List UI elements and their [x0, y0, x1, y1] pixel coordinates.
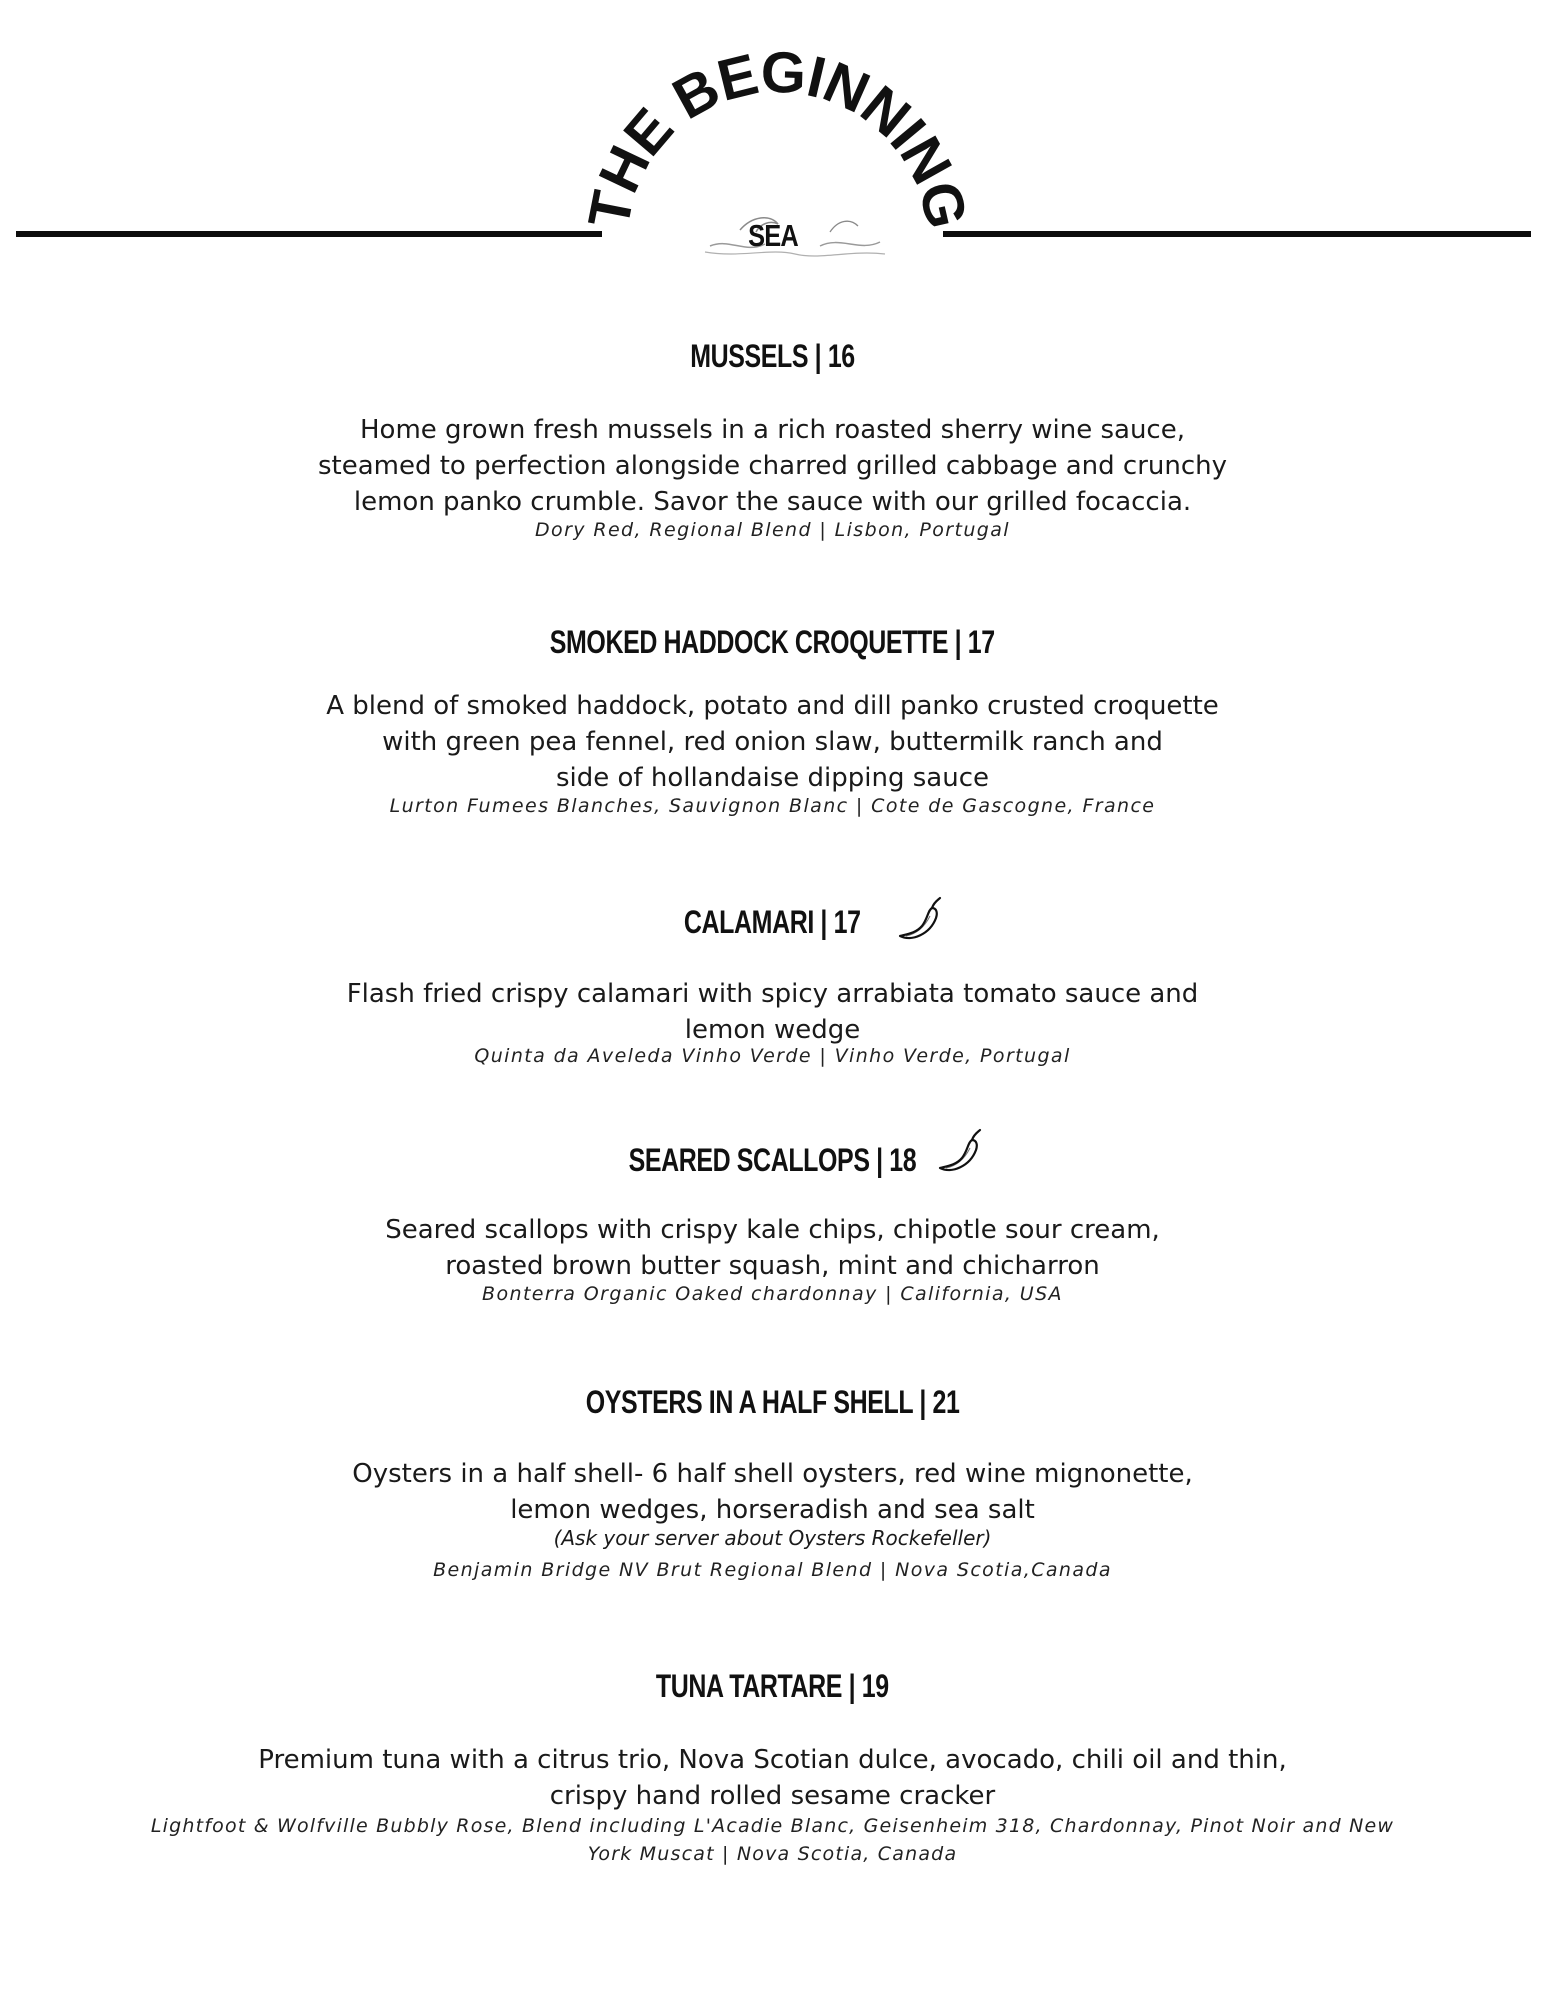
wine-pairing: [0, 516, 1545, 544]
item-title: MUSSELS | 16: [690, 338, 855, 374]
arc-title: THE BEGINNING: [575, 40, 980, 234]
chili-pepper-icon: [894, 896, 944, 946]
item-description: [0, 1456, 1545, 1528]
wine-pairing: [0, 1556, 1545, 1584]
description-line: crispy hand rolled sesame cracker: [549, 1781, 996, 1811]
description-line: steamed to perfection alongside charred grilled cabbage and crunchy: [317, 451, 1228, 481]
item-title: OYSTERS IN A HALF SHELL | 21: [585, 1384, 960, 1420]
description-line: roasted brown butter squash, mint and chicharron: [445, 1251, 1100, 1281]
description-line: Premium tuna with a citrus trio, Nova Scotian dulce, avocado, chili oil and thin,: [258, 1745, 1287, 1775]
description-line: with green pea fennel, red onion slaw, buttermilk ranch and: [382, 727, 1163, 757]
description-line: side of hollandaise dipping sauce: [555, 763, 990, 793]
menu-item-mussels: [0, 336, 1545, 544]
wine-pairing: [0, 1812, 1545, 1868]
item-title: TUNA TARTARE | 19: [656, 1668, 889, 1704]
description-line: lemon wedge: [684, 1015, 861, 1045]
wine-pairing: [0, 1280, 1545, 1308]
item-description: [0, 976, 1545, 1048]
svg-text:THE BEGINNING: [576, 40, 979, 233]
item-title: CALAMARI | 17: [684, 904, 861, 940]
item-title: SEARED SCALLOPS | 18: [628, 1142, 917, 1178]
item-description: [0, 688, 1545, 796]
description-line: lemon wedges, horseradish and sea salt: [510, 1495, 1035, 1525]
menu-item-oysters-in-a-half-shell: [0, 1382, 1545, 1584]
item-description: [0, 1212, 1545, 1284]
wine-line: Lurton Fumees Blanches, Sauvignon Blanc | Cote de Gascogne, France: [389, 795, 1156, 817]
item-note: (Ask your server about Oysters Rockefeller): [553, 1526, 992, 1550]
menu-header: [0, 0, 1545, 280]
item-description: [0, 1742, 1545, 1814]
wine-line: Benjamin Bridge NV Brut Regional Blend | Nova Scotia,Canada: [433, 1559, 1112, 1581]
wine-line: Quinta da Aveleda Vinho Verde | Vinho Verde, Portugal: [474, 1045, 1071, 1067]
description-line: A blend of smoked haddock, potato and dill panko crusted croquette: [326, 691, 1219, 721]
item-description: [0, 412, 1545, 520]
wine-pairing: [0, 792, 1545, 820]
wine-pairing: [0, 1042, 1545, 1070]
wine-line: Lightfoot & Wolfville Bubbly Rose, Blend including L'Acadie Blanc, Geisenheim 318, Chardonnay, Pinot Noir and New: [150, 1815, 1395, 1837]
description-line: Home grown fresh mussels in a rich roasted sherry wine sauce,: [360, 415, 1185, 445]
menu-item-tuna-tartare: [0, 1666, 1545, 1868]
description-line: lemon panko crumble. Savor the sauce with our grilled focaccia.: [353, 487, 1192, 517]
wine-line: Bonterra Organic Oaked chardonnay | California, USA: [482, 1283, 1063, 1305]
left-divider-rule: [16, 231, 602, 237]
item-title: SMOKED HADDOCK CROQUETTE | 17: [550, 624, 995, 660]
description-line: Flash fried crispy calamari with spicy arrabiata tomato sauce and: [346, 979, 1199, 1009]
description-line: Oysters in a half shell- 6 half shell oysters, red wine mignonette,: [352, 1459, 1193, 1489]
wine-line: York Muscat | Nova Scotia, Canada: [587, 1843, 958, 1865]
chili-pepper-icon: [934, 1128, 984, 1178]
right-divider-rule: [943, 231, 1531, 237]
menu-item-seared-scallops: [0, 1140, 1545, 1308]
wine-line: Dory Red, Regional Blend | Lisbon, Portugal: [535, 519, 1010, 541]
menu-item-smoked-haddock-croquette: [0, 622, 1545, 820]
description-line: Seared scallops with crispy kale chips, chipotle sour cream,: [385, 1215, 1160, 1245]
subtitle-sea: SEA: [748, 218, 798, 253]
menu-item-calamari: [0, 902, 1545, 1070]
